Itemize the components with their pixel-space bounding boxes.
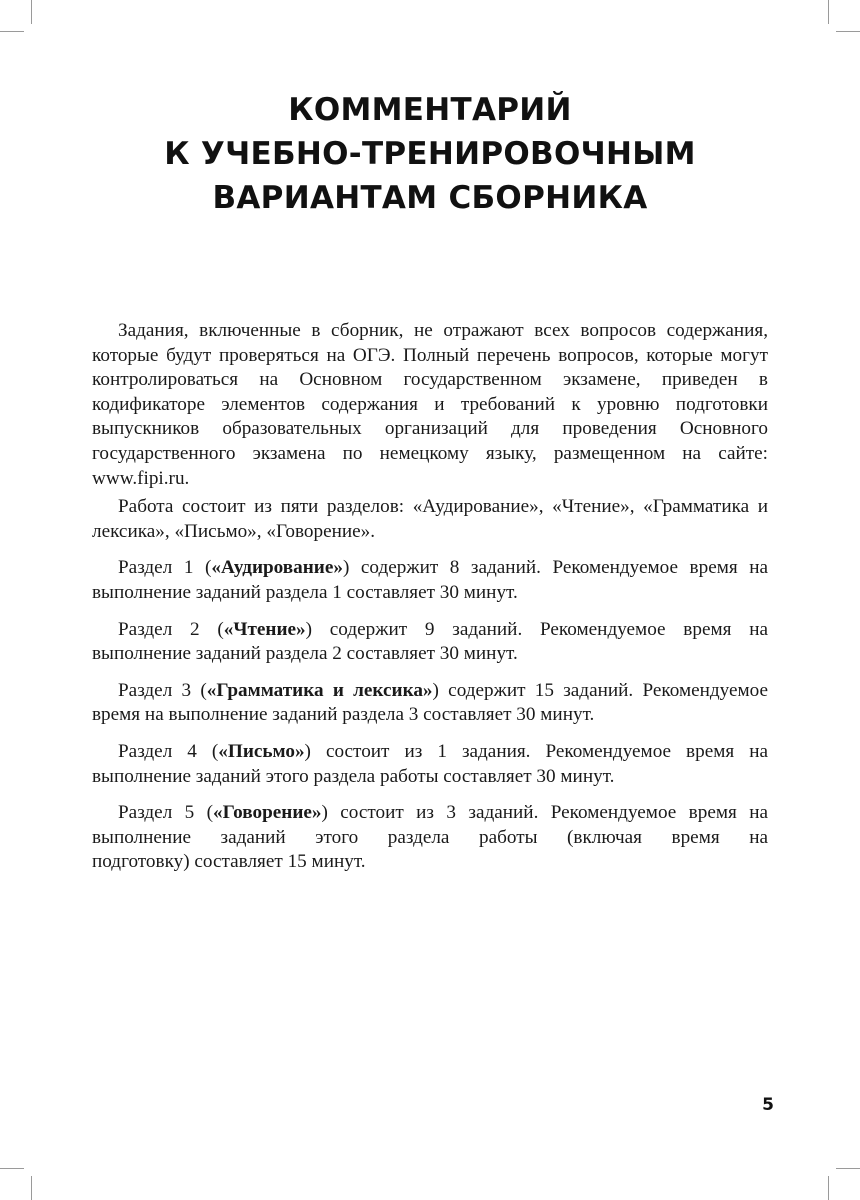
section-5-prefix: Раздел 5 (: [118, 802, 214, 824]
section-5-paragraph: [92, 801, 768, 850]
section-1-name: «Аудирование»: [211, 557, 343, 579]
section-2-prefix: Раздел 2 (: [118, 618, 224, 640]
section-3-prefix: Раздел 3 (: [118, 679, 207, 701]
section-1-text: ) содержит 8 заданий. Рекомендуемое время на выполнение заданий раздела 1 составляет 30 минут.: [92, 557, 769, 603]
crop-mark-bottom-left-v: [31, 1176, 32, 1200]
crop-mark-top-right-h: [836, 31, 860, 32]
crop-mark-bottom-right-v: [828, 1176, 829, 1200]
crop-mark-bottom-left-h: [0, 1168, 24, 1169]
section-1-paragraph: [92, 556, 768, 605]
section-2-paragraph: [92, 618, 768, 667]
structure-paragraph: Работа состоит из пяти разделов: «Аудирование», «Чтение», «Грамматика и лексика», «Письмо», «Говорение».: [92, 496, 768, 542]
section-3-paragraph: [92, 679, 768, 728]
section-2-name: «Чтение»: [223, 618, 306, 640]
section-5-name: «Говорение»: [213, 802, 322, 824]
section-4-paragraph: [92, 740, 768, 789]
title-line-2: К УЧЕБНО-ТРЕНИРОВОЧНЫМ: [164, 136, 696, 172]
section-4-text: ) состоит из 1 задания. Рекомендуемое время на выполнение заданий этого раздела работы составляет 30 минут.: [92, 740, 768, 787]
section-4-prefix: Раздел 4 (: [118, 740, 219, 762]
page-title: [0, 88, 860, 220]
section-1-prefix: Раздел 1 (: [118, 557, 212, 579]
title-line-1: КОММЕНТАРИЙ: [288, 92, 572, 128]
crop-mark-bottom-right-h: [836, 1168, 860, 1169]
page-number: 5: [762, 1095, 774, 1115]
section-5-text: ) состоит из 3 заданий. Рекомендуемое время на выполнение заданий этого раздела работы (включая время на: [92, 802, 768, 848]
crop-mark-top-right-v: [828, 0, 829, 24]
body-text: [92, 319, 768, 875]
section-2-text: ) содержит 9 заданий. Рекомендуемое время на выполнение заданий раздела 2 составляет 30 минут.: [92, 618, 768, 665]
title-line-3: ВАРИАНТАМ СБОРНИКА: [212, 180, 648, 216]
section-3-text: ) содержит 15 заданий. Рекомендуемое время на выполнение заданий раздела 3 составляет 30 минут.: [92, 679, 768, 726]
section-4-name: «Письмо»: [218, 740, 305, 762]
crop-mark-top-left-h: [0, 31, 24, 32]
intro-paragraph: Задания, включенные в сборник, не отражают всех вопросов содержания, которые будут проверяться на ОГЭ. Полный перечень вопросов, которые могут контролироваться на Основном государственном экзамене, приведен в кодификаторе элементов содержания и требований к уровню подготовки выпускников образовательных организаций для проведения Основного государственного экзамена по немецкому языку, размещенном на сайте: www.fipi.ru.: [92, 320, 768, 489]
section-3-name: «Грамматика и лексика»: [206, 679, 433, 701]
section-5-tail: подготовку) составляет 15 минут.: [92, 851, 366, 873]
crop-mark-top-left-v: [31, 0, 32, 24]
